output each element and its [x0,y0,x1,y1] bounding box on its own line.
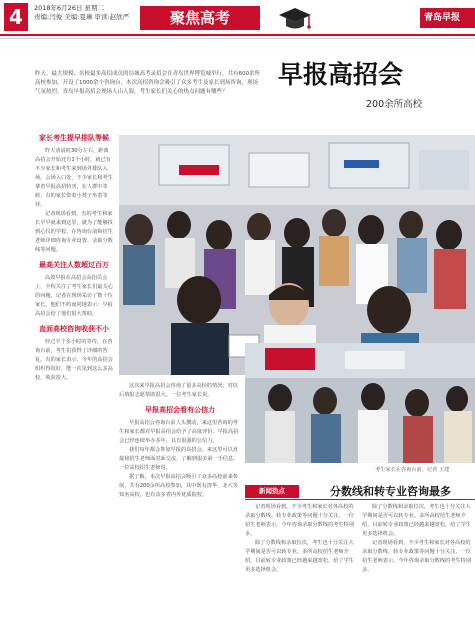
paragraph: 我们每年都会参加早报的高招会，来这里可以直接和招生老师面对面交流，了解到很多第一手信息。一位高校招生老师说。 [119,447,239,471]
section-title: 聚焦高考 [140,6,260,30]
fair-crowd-photo [119,135,475,375]
photo2-caption: 考生家长在咨询台前。记者 王建 [375,467,450,473]
newspaper-logo: 青岛早报 [420,8,475,28]
subheading-attention: 最高关注人数超过百万 [39,261,109,269]
paragraph: 这次来早报高招会咨询了很多高校的情况，对以后填报志愿帮助很大。一位考生家长说。 [119,383,238,398]
paragraph: 早报高招会咨询台前人头攒动，来这里咨询的考生和家长都对早报高招会给予了高度评价。早报高招会已经连续举办多年，具有很强的公信力。 [119,420,239,444]
paragraph: 记者现场看到，有的考生和家长早早就来到这里，就为了能够找到心仪的学校，在咨询台前和招生老师详细咨询专业设置、录取分数线等问题。 [35,211,113,253]
article-column-1 [35,128,113,616]
paragraph: 据了解，本次早报高招会吸引了众多高校前来参展，共有200余所高校参加，其中既有清华、北大等知名高校，也有众多省内外优质院校。 [119,474,238,498]
paragraph: 除了分数线和录取位次，考生也十分关注大学期间是否可以转专业。多所高校招生老师介绍，目前转专业政策已经越来越宽松，给了学生更多选择机会。 [362,504,471,537]
paragraph: 昨天清晨时30分左右，距离高招会开始还有1个小时，就已有不少家长和考生来到场外排队入场。会场入口处，不少家长和考生拿着早报高招特刊，在人群中等候，有的家长带着小凳子坐着等待。 [35,148,113,208]
paragraph: 除了分数线和录取位次，考生也十分关注大学期间是否可以转专业。多所高校招生老师介绍，目前转专业政策已经越来越宽松，给了学生更多选择机会。 [245,540,354,573]
page-header [0,0,475,36]
subheading-direct-consultation: 直面高校咨询收获不小 [39,325,109,333]
subheading-credibility: 早报高招会看有公信力 [145,406,215,414]
news-headline: 分数线和转专业咨询最多 [330,485,451,498]
header-editors: 责编:闫俊 美编:夏琳 审读:赵欣严 [34,13,130,21]
article-column-2 [119,382,241,616]
paragraph: 高效早报在高招会高招员会上，全程关注了考生家长们最关心的问题。记者在现场采访了数十位家长，他们不约而同地表示：早报高招会给了他们很大帮助。 [35,275,113,317]
intro-paragraph: 昨天，最大规模、名校最多高招成员的岛城高考录招会在青岛世界博览城举行，共有600余所高校参加，开设了1000余个咨询台，本次高招咨询会吸引了众多考生及家长到场咨询，现场气氛热烈。青岛早报高招会现场人山人海，考生家长们关心的热点问题有哪些？ [35,71,261,95]
consultation-photo [245,343,475,463]
news-column-1 [245,503,357,616]
main-headline: 早报高招会 [278,60,404,89]
news-divider [245,499,475,500]
graduation-cap-icon [278,2,312,34]
header-date: 2018年6月26日 星期二 [34,4,105,12]
header-divider [0,38,475,39]
header-date-line [34,4,129,22]
paragraph: 记者现场看到，不少考生和家长对各高校的录取分数线、转专业政策等问题十分关注。一位招生老师表示，今年咨询录取分数线的考生特别多。 [362,540,471,573]
paragraph: 经过半个多小时的等待，在咨询台前，考生们获得了详细的答复。有的家长表示，今年的高招会组织得很好，能一次见到这么多高校，收获很大。 [35,339,113,381]
subheading-early-queue: 家长考生提早排队等候 [39,134,109,142]
paragraph: 记者现场看到，不少考生和家长对各高校的录取分数线、转专业政策等问题十分关注。一位招生老师表示，今年咨询录取分数线的考生特别多。 [245,504,354,537]
page-number: 4 [4,3,28,31]
sub-headline: 200余所高校 [366,99,423,110]
news-hotspot-tag: 新闻热点 [245,485,299,498]
news-column-2 [362,503,474,616]
